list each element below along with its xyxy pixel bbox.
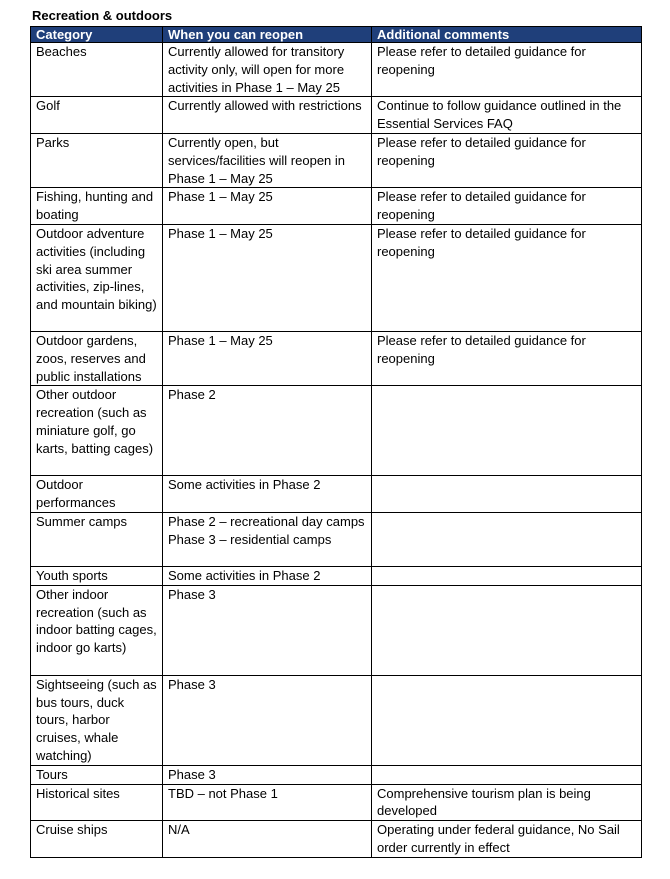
table-row — [31, 566, 642, 585]
table-row — [31, 821, 642, 858]
reopen-cell — [163, 765, 372, 784]
table-row — [31, 331, 642, 385]
reopen-cell — [163, 331, 372, 385]
reopen-cell — [163, 188, 372, 225]
reopen-cell — [163, 821, 372, 858]
category-cell: Historical sites — [31, 784, 163, 821]
table-row — [31, 585, 642, 675]
comments-cell: Please refer to detailed guidance for reopening — [372, 133, 642, 187]
comments-cell: Please refer to detailed guidance for reopening — [372, 224, 642, 331]
reopen-cell — [163, 566, 372, 585]
category-cell: Cruise ships — [31, 821, 163, 858]
reopen-cell — [163, 476, 372, 513]
table-row — [31, 43, 642, 97]
table-row — [31, 133, 642, 187]
category-cell: Summer camps — [31, 512, 163, 566]
header-category: Category — [31, 27, 163, 43]
reopen-cell — [163, 224, 372, 331]
category-cell: Parks — [31, 133, 163, 187]
table-header-row — [31, 27, 642, 43]
recreation-table — [30, 26, 642, 858]
table-row — [31, 97, 642, 134]
table-row — [31, 784, 642, 821]
reopen-line: Currently open, but services/facilities will reopen in Phase 1 – May 25 — [168, 134, 346, 186]
comments-cell — [372, 765, 642, 784]
comments-cell — [372, 476, 642, 513]
comments-cell: Please refer to detailed guidance for reopening — [372, 43, 642, 97]
category-cell: Other indoor recreation (such as indoor batting cages, indoor go karts) — [31, 585, 163, 675]
reopen-line: Phase 2 – recreational day camps — [168, 513, 365, 529]
table-row — [31, 224, 642, 331]
table-row — [31, 512, 642, 566]
category-cell: Sightseeing (such as bus tours, duck tours, harbor cruises, whale watching) — [31, 675, 163, 765]
comments-cell: Continue to follow guidance outlined in the Essential Services FAQ — [372, 97, 642, 134]
category-cell: Outdoor performances — [31, 476, 163, 513]
category-cell: Outdoor gardens, zoos, reserves and public installations — [31, 331, 163, 385]
comments-cell — [372, 675, 642, 765]
reopen-line: Phase 1 – May 25 — [168, 189, 273, 205]
header-comments: Additional comments — [372, 27, 642, 43]
reopen-cell — [163, 784, 372, 821]
category-cell: Golf — [31, 97, 163, 134]
reopen-cell — [163, 585, 372, 675]
reopen-line: Currently allowed with restrictions — [168, 98, 362, 114]
reopen-line: Phase 3 — [168, 766, 216, 782]
category-cell: Youth sports — [31, 566, 163, 585]
reopen-line: Phase 1 – May 25 — [168, 332, 273, 348]
reopen-line: Some activities in Phase 2 — [168, 477, 321, 493]
reopen-line: Phase 1 – May 25 — [168, 225, 273, 241]
comments-cell: Comprehensive tourism plan is being developed — [372, 784, 642, 821]
category-cell: Other outdoor recreation (such as miniature golf, go karts, batting cages) — [31, 386, 163, 476]
reopen-cell — [163, 43, 372, 97]
reopen-line: N/A — [168, 822, 190, 838]
reopen-cell — [163, 97, 372, 134]
reopen-cell — [163, 512, 372, 566]
category-cell: Outdoor adventure activities (including ski area summer activities, zip-lines, and mountain biking) — [31, 224, 163, 331]
category-cell: Beaches — [31, 43, 163, 97]
table-row — [31, 675, 642, 765]
reopen-cell — [163, 133, 372, 187]
comments-cell — [372, 386, 642, 476]
comments-cell: Operating under federal guidance, No Sail order currently in effect — [372, 821, 642, 858]
table-row — [31, 765, 642, 784]
category-cell: Fishing, hunting and boating — [31, 188, 163, 225]
reopen-line: Phase 3 — [168, 676, 216, 692]
reopen-line: Some activities in Phase 2 — [168, 567, 321, 583]
reopen-line: Phase 2 — [168, 387, 216, 403]
table-row — [31, 188, 642, 225]
section-title: Recreation & outdoors — [32, 8, 173, 23]
reopen-cell — [163, 386, 372, 476]
reopen-line: Phase 3 — [168, 586, 216, 602]
comments-cell: Please refer to detailed guidance for reopening — [372, 188, 642, 225]
reopen-line: Phase 3 – residential camps — [168, 531, 332, 547]
header-reopen: When you can reopen — [163, 27, 372, 43]
comments-cell — [372, 585, 642, 675]
comments-cell — [372, 566, 642, 585]
table-row — [31, 476, 642, 513]
reopen-line: Currently allowed for transitory activity only, will open for more activities in Phase 1 – May 25 — [168, 44, 345, 95]
reopen-line: TBD – not Phase 1 — [168, 785, 278, 801]
comments-cell: Please refer to detailed guidance for reopening — [372, 331, 642, 385]
comments-cell — [372, 512, 642, 566]
category-cell: Tours — [31, 765, 163, 784]
reopen-cell — [163, 675, 372, 765]
table-row — [31, 386, 642, 476]
